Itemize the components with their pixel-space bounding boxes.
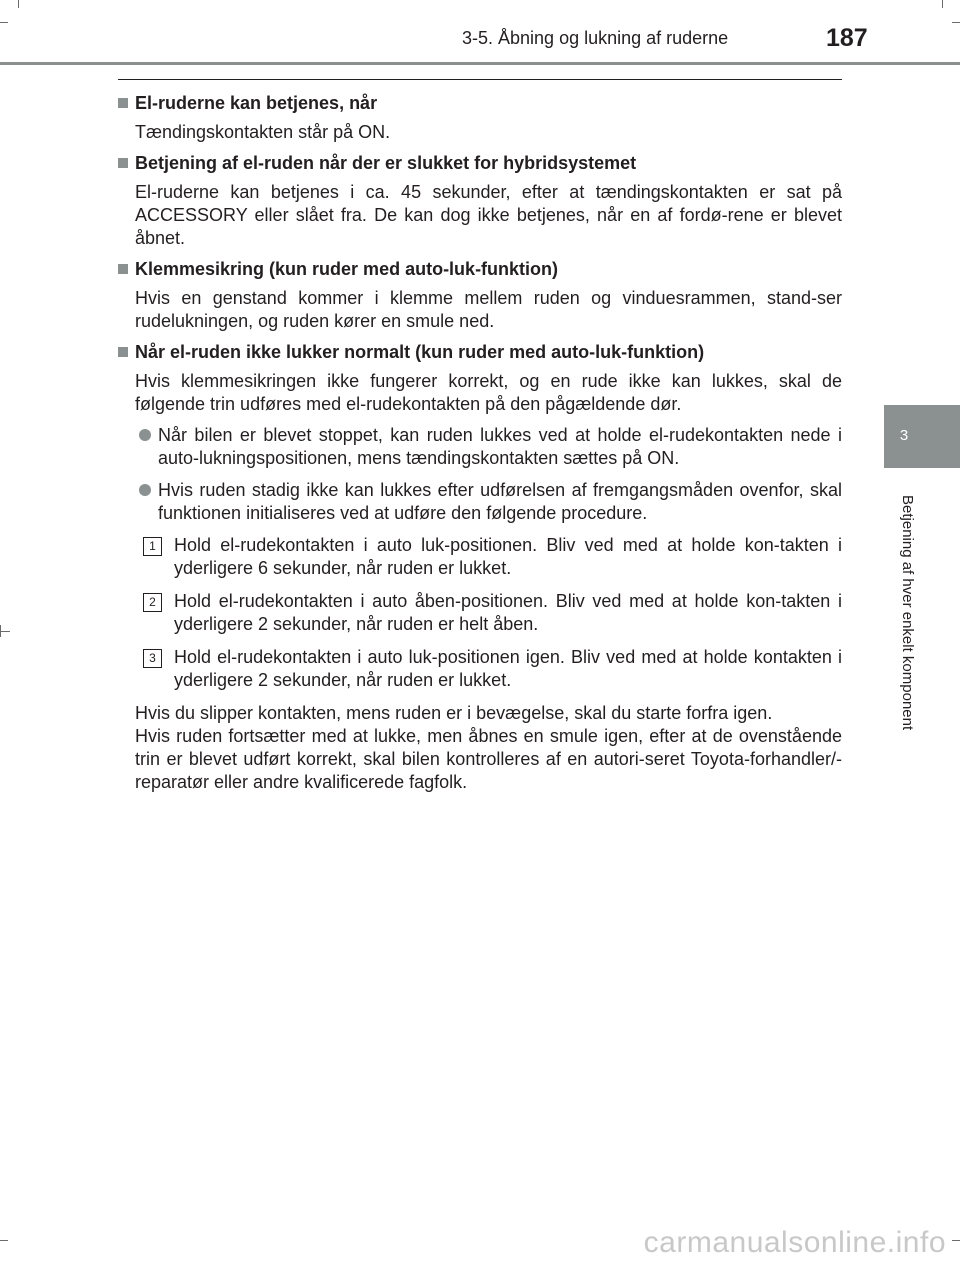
page-number: 187 [826, 24, 868, 52]
section-heading [118, 92, 842, 115]
chapter-tab [884, 405, 960, 468]
list-item-text: Hvis ruden stadig ikke kan lukkes efter udførelsen af fremgangsmåden ovenfor, skal funktionen initialiseres ved at udføre den følgende procedure. [158, 480, 842, 523]
chapter-tab-number: 3 [899, 427, 909, 444]
section [118, 152, 842, 250]
square-bullet-icon [118, 264, 128, 274]
header-rule [0, 62, 960, 65]
crop-mark [0, 631, 10, 632]
closing-line: Hvis ruden fortsætter med at lukke, men åbnes en smule igen, efter at de ovenstående trin er blevet udført korrekt, skal bilen kontrolleres af en autori-seret Toyota-forhandler/-reparatør eller andre kvalificerede fagfolk. [135, 726, 842, 792]
step-number-box: 3 [143, 649, 162, 668]
section-heading [118, 258, 842, 281]
section-body: Hvis klemmesikringen ikke fungerer korrekt, og en rude ikke kan lukkes, skal de følgende trin udføres med el-rudekontakten på den pågældende dør. [135, 371, 842, 414]
section-heading-text: El-ruderne kan betjenes, når [135, 93, 378, 113]
procedure-step [143, 646, 842, 692]
square-bullet-icon [118, 98, 128, 108]
content-rule [118, 79, 842, 80]
step-number-box: 2 [143, 593, 162, 612]
list-item [135, 424, 842, 470]
section-body: El-ruderne kan betjenes i ca. 45 sekunder, efter at tændingskontakten er sat på ACCESSORY eller slået fra. De kan dog ikke betjenes, når en af fordø-rene er blevet åbnet. [135, 182, 842, 248]
procedure-step [143, 590, 842, 636]
section [118, 92, 842, 144]
square-bullet-icon [118, 347, 128, 357]
crop-mark [952, 22, 960, 23]
procedure-steps [118, 534, 842, 692]
closing-line: Hvis du slipper kontakten, mens ruden er i bevægelse, skal du starte forfra igen. [135, 703, 773, 723]
crop-mark [0, 1240, 8, 1241]
section-heading-text: Når el-ruden ikke lukker normalt (kun ruder med auto-luk-funktion) [135, 342, 705, 362]
section-heading-text: Betjening af el-ruden når der er slukket for hybridsystemet [135, 153, 637, 173]
section-heading [118, 152, 842, 175]
round-bullet-icon [139, 429, 151, 441]
chapter-strip [884, 468, 960, 808]
list-item-text: Når bilen er blevet stoppet, kan ruden lukkes ved at holde el-rudekontakten nede i auto-lukningspositionen, mens tændingskontakten sættes på ON. [158, 425, 842, 468]
list-item [135, 479, 842, 525]
section [118, 258, 842, 333]
chapter-label: Betjening af hver enkelt komponent [899, 495, 916, 731]
section-heading-text: Klemmesikring (kun ruder med auto-luk-funktion) [135, 259, 559, 279]
square-bullet-icon [118, 158, 128, 168]
main-content [118, 92, 842, 794]
section-heading [118, 341, 842, 364]
crop-mark [952, 1240, 960, 1241]
section [118, 341, 842, 416]
procedure-step [143, 534, 842, 580]
closing-paragraph [135, 702, 842, 794]
step-text: Hold el-rudekontakten i auto luk-positionen. Bliv ved med at holde kon-takten i yderligere 6 sekunder, når ruden er lukket. [174, 535, 842, 578]
step-text: Hold el-rudekontakten i auto luk-positionen igen. Bliv ved med at holde kontakten i yderligere 2 sekunder, når ruden er lukket. [174, 647, 842, 690]
crop-mark [942, 0, 943, 8]
watermark-link[interactable]: carmanualsonline.info [643, 1226, 946, 1259]
section-body: Tændingskontakten står på ON. [135, 122, 391, 142]
round-bullet-icon [139, 484, 151, 496]
section-body: Hvis en genstand kommer i klemme mellem ruden og vinduesrammen, stand-ser rudelukningen, og ruden kører en smule ned. [135, 288, 842, 331]
header-title: 3-5. Åbning og lukning af ruderne [462, 28, 729, 48]
step-number-box: 1 [143, 537, 162, 556]
step-text: Hold el-rudekontakten i auto åben-positionen. Bliv ved med at holde kon-takten i yderligere 2 sekunder, når ruden er helt åben. [174, 591, 842, 634]
crop-mark [0, 22, 8, 23]
crop-mark [18, 0, 19, 8]
